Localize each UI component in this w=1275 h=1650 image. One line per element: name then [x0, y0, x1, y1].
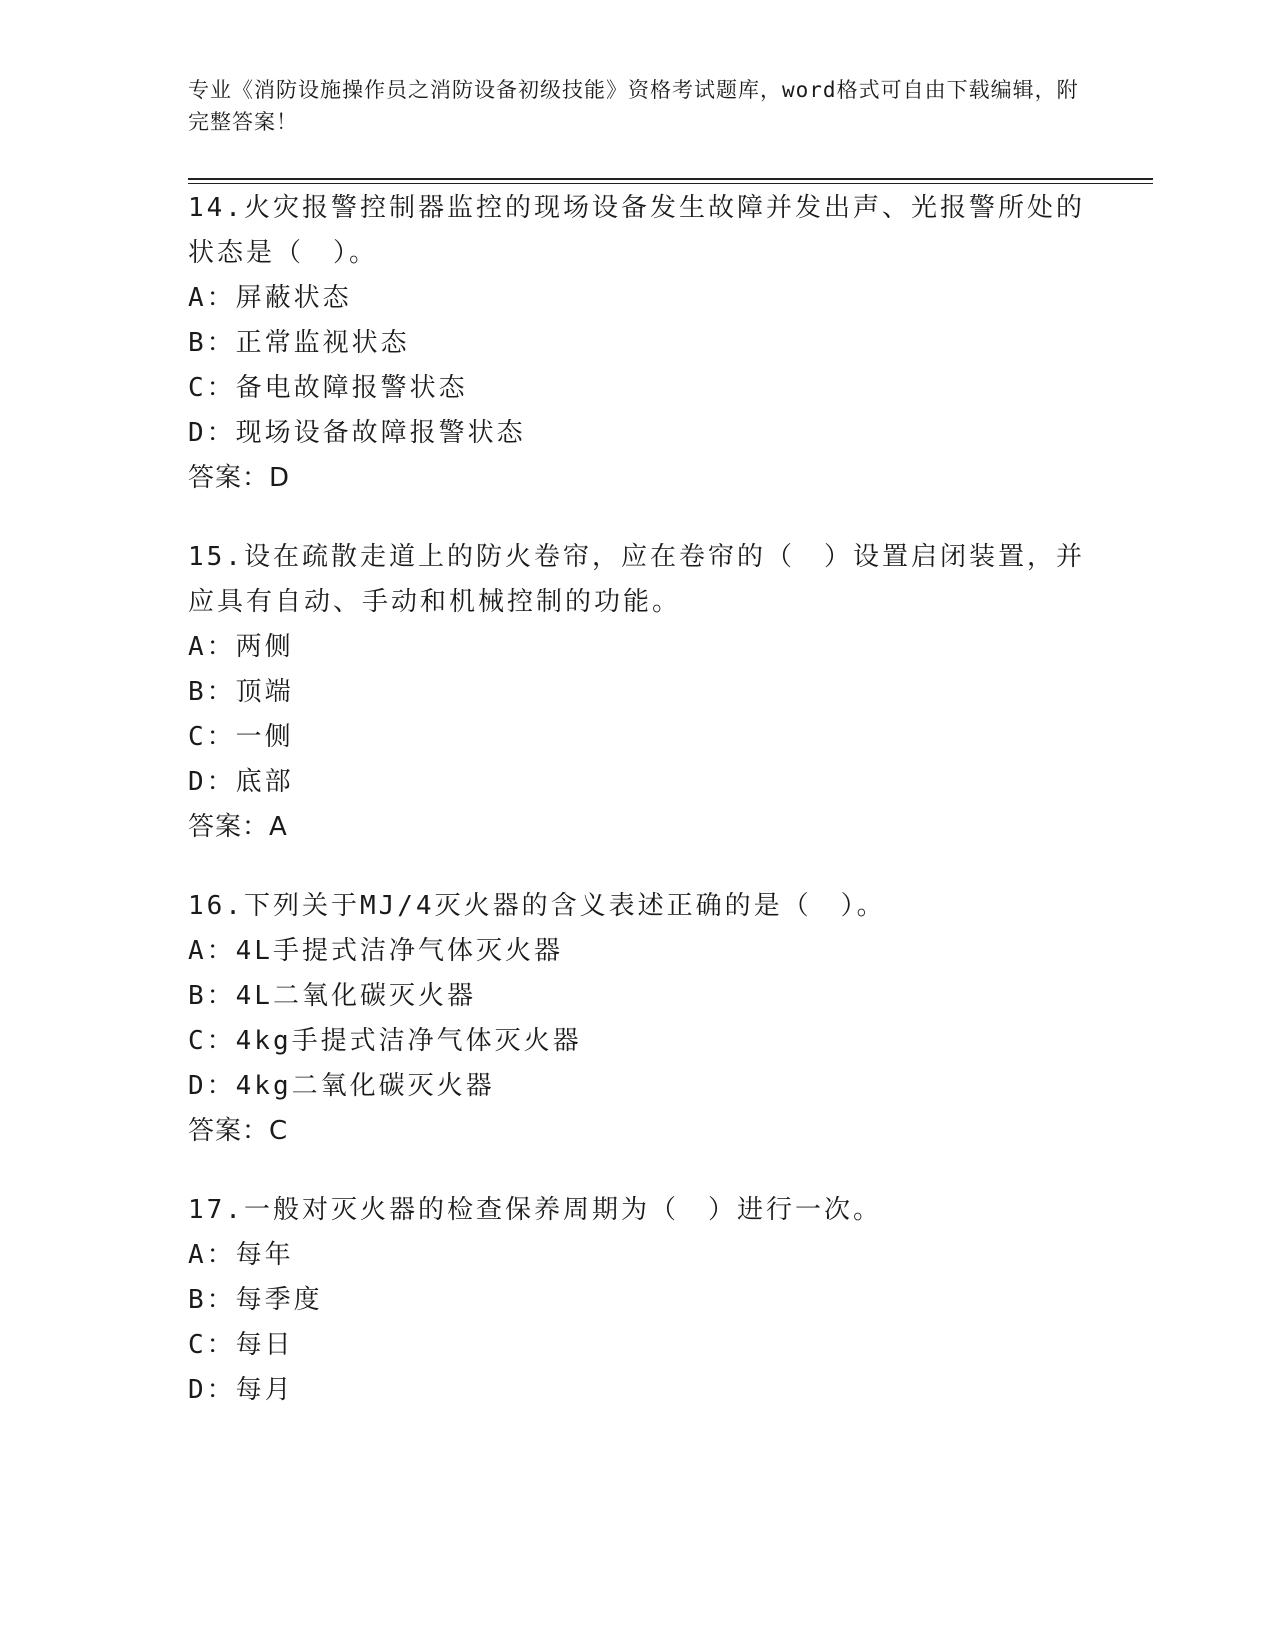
- question-15: [188, 535, 1088, 850]
- answer-line: 答案：A: [188, 812, 288, 842]
- question-stem: 16.下列关于MJ/4灭火器的含义表述正确的是（ ）。: [188, 891, 886, 921]
- option-a: A：4L手提式洁净气体灭火器: [188, 936, 563, 966]
- answer-line: 答案：C: [188, 1116, 289, 1146]
- answer-line: 答案：D: [188, 463, 291, 493]
- option-c: C：每日: [188, 1330, 294, 1360]
- question-16: [188, 884, 1088, 1154]
- option-b: B：每季度: [188, 1285, 323, 1315]
- question-stem: 15.设在疏散走道上的防火卷帘，应在卷帘的（ ）设置启闭装置，并应具有自动、手动和机械控制的功能。: [188, 542, 1085, 617]
- option-d: D：每月: [188, 1375, 294, 1405]
- question-14: [188, 186, 1088, 501]
- question-list: [188, 186, 1088, 1447]
- option-b: B：4L二氧化碳灭火器: [188, 981, 476, 1011]
- option-c: C：备电故障报警状态: [188, 373, 468, 403]
- option-a: A：屏蔽状态: [188, 283, 352, 313]
- option-b: B：正常监视状态: [188, 328, 410, 358]
- question-stem: 17.一般对灭火器的检查保养周期为（ ）进行一次。: [188, 1195, 882, 1225]
- option-d: D：底部: [188, 767, 294, 797]
- header-rule-thin: [188, 183, 1153, 184]
- option-c: C：4kg手提式洁净气体灭火器: [188, 1026, 582, 1056]
- option-c: C：一侧: [188, 722, 294, 752]
- option-d: D：4kg二氧化碳灭火器: [188, 1071, 495, 1101]
- question-stem: 14.火灾报警控制器监控的现场设备发生故障并发出声、光报警所处的状态是（ ）。: [188, 193, 1085, 268]
- option-a: A：每年: [188, 1240, 294, 1270]
- question-17: [188, 1188, 1088, 1413]
- option-a: A：两侧: [188, 632, 294, 662]
- option-d: D：现场设备故障报警状态: [188, 418, 526, 448]
- document-header: 专业《消防设施操作员之消防设备初级技能》资格考试题库，word格式可自由下载编辑，附完整答案！: [188, 78, 1079, 134]
- option-b: B：顶端: [188, 677, 294, 707]
- header-rule-thick: [188, 178, 1153, 180]
